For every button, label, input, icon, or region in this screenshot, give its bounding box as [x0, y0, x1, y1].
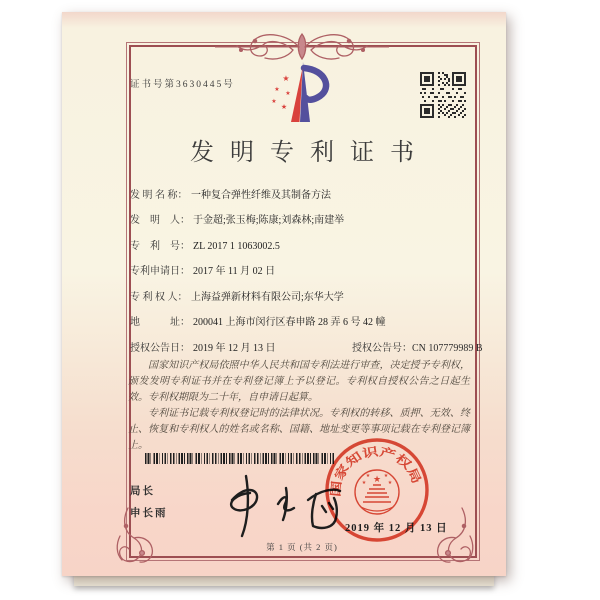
svg-text:★: ★ [285, 90, 291, 97]
certificate-number: 证书号第3630445号 [130, 80, 235, 90]
field-label: 专利申请日： [130, 266, 190, 277]
field-invention-name [130, 186, 331, 200]
svg-text:★: ★ [271, 98, 277, 105]
field-value: 2017 年 11 月 02 日 [193, 266, 276, 277]
notice-paragraph-1: 国家知识产权局依照中华人民共和国专利法进行审查，决定授予专利权，颁发发明专利证书并在专利登记簿上予以登记。专利权自授权公告之日起生效。专利权期限为二十年，自申请日起算。 [128, 360, 470, 403]
corner-scrollwork-ornament [112, 506, 160, 566]
field-filing-date [130, 262, 275, 276]
svg-text:★: ★ [372, 475, 382, 485]
field-value: 2019 年 12 月 13 日 [193, 343, 276, 354]
qr-code-icon [420, 72, 466, 118]
corner-scrollwork-ornament [430, 506, 478, 566]
certificate-title: 发明专利证书 [190, 140, 430, 166]
field-value: 200041 上海市闵行区春申路 28 弄 6 号 42 幢 [193, 317, 386, 328]
svg-text:★: ★ [387, 480, 393, 486]
svg-text:★: ★ [274, 86, 280, 93]
director-name-label: 申长雨 [130, 508, 168, 519]
floral-scrollwork-ornament [215, 26, 389, 68]
svg-text:★: ★ [365, 473, 371, 479]
svg-text:★: ★ [383, 473, 389, 479]
star-icons [271, 74, 290, 111]
field-inventors [130, 211, 344, 225]
cnipa-patent-logo [265, 62, 341, 126]
field-patent-number [130, 237, 280, 251]
field-value: CN 107779989 B [412, 343, 483, 354]
field-grant-number [352, 339, 483, 354]
field-value: 于金超;张玉梅;陈康;刘森林;南建举 [193, 215, 345, 226]
svg-text:★: ★ [282, 74, 290, 83]
field-address [130, 313, 386, 327]
svg-text:★: ★ [361, 480, 367, 486]
field-label: 专 利 号： [130, 241, 190, 252]
national-emblem [355, 470, 399, 514]
barcode [145, 453, 335, 464]
field-value: 一种复合弹性纤维及其制备方法 [191, 190, 331, 201]
field-patentee [130, 288, 344, 302]
notice-paragraph-2: 专利证书记载专利权登记时的法律状况。专利权的转移、质押、无效、终止、恢复和专利权人的姓名或名称、国籍、地址变更等事项记载在专利登记簿上。 [128, 408, 470, 451]
page-footer: 第 1 页 (共 2 页) [266, 542, 338, 552]
field-value: 上海益弹新材料有限公司;东华大学 [191, 292, 344, 303]
field-label: 地 址： [130, 317, 190, 328]
field-label: 专 利 权 人： [130, 292, 188, 303]
field-label: 授权公告号： [352, 343, 412, 354]
director-title-label: 局长 [130, 486, 155, 497]
field-label: 发 明 名 称： [130, 190, 188, 201]
patent-certificate-page [62, 12, 506, 576]
svg-text:★: ★ [280, 103, 288, 111]
seal-text: 国家知识产权局 [328, 444, 423, 498]
field-label: 授权公告日： [130, 343, 190, 354]
field-grant-date [130, 339, 276, 353]
seal-date: 2019 年 12 月 13 日 [345, 523, 448, 534]
field-label: 发 明 人： [130, 215, 190, 226]
field-value: ZL 2017 1 1063002.5 [193, 241, 280, 252]
